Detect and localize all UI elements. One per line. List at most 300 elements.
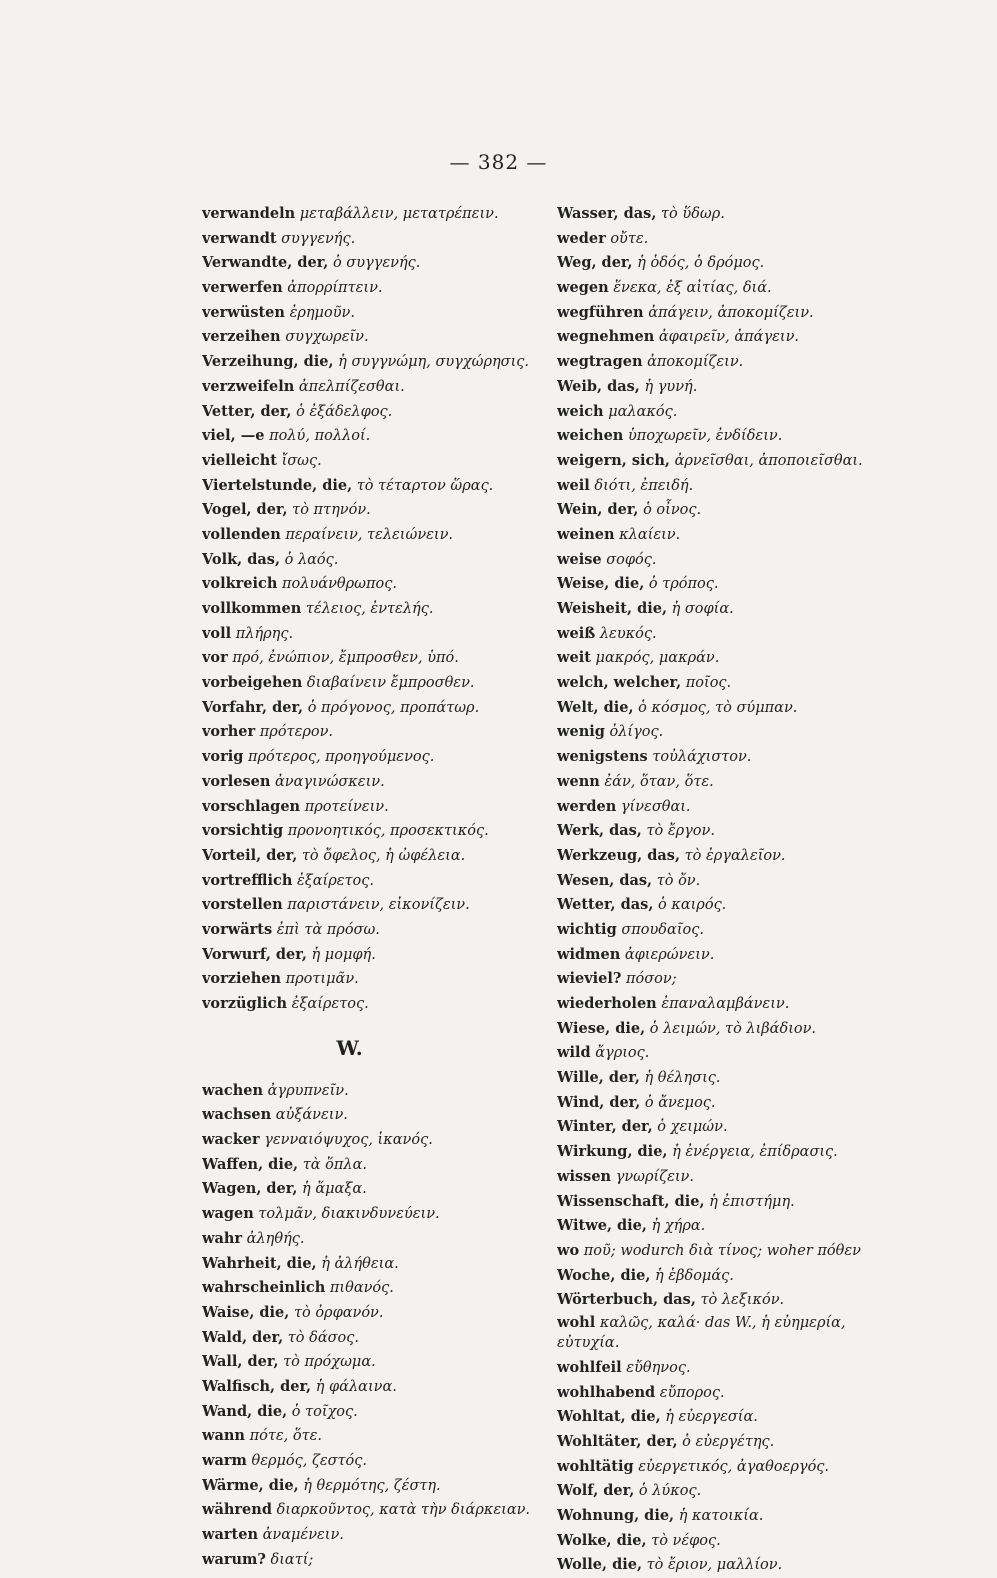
dictionary-entry	[202, 202, 547, 227]
german-headword: weit	[557, 649, 591, 667]
dictionary-entry	[557, 696, 902, 721]
german-headword: vorstellen	[202, 896, 283, 914]
greek-translation: τὸ ὀρφανόν.	[293, 1304, 384, 1321]
greek-translation: ἡ φάλαινα.	[315, 1378, 397, 1395]
greek-translation: πιθανός.	[329, 1280, 394, 1297]
german-headword: Volk, das,	[202, 550, 280, 568]
dictionary-entry	[202, 943, 547, 968]
dictionary-entry	[557, 1017, 902, 1042]
german-headword: Werk, das,	[557, 822, 642, 840]
dictionary-entry	[557, 424, 902, 449]
german-headword: weinen	[557, 525, 615, 543]
greek-translation: ὁ κόσμος, τὸ σύμπαν.	[638, 699, 798, 716]
german-headword: wahrscheinlich	[202, 1279, 326, 1297]
dictionary-entry	[202, 893, 547, 918]
dictionary-entry	[557, 1356, 902, 1381]
greek-translation: ποῦ; wodurch διὰ τίνος; woher πόθεν	[583, 1242, 861, 1259]
german-headword: wachen	[202, 1081, 264, 1099]
greek-translation: τὸ ὄφελος, ἡ ὠφέλεια.	[301, 847, 466, 864]
greek-translation: ἀφαιρεῖν, ἀπάγειν.	[658, 329, 800, 346]
dictionary-entry	[557, 1288, 902, 1313]
dictionary-entry	[202, 1079, 547, 1104]
german-headword: vorsichtig	[202, 822, 284, 840]
german-headword: vorbeigehen	[202, 674, 303, 692]
german-headword: wachsen	[202, 1106, 272, 1124]
greek-translation: διότι, ἐπειδή.	[594, 477, 694, 494]
greek-translation: τὸ ἔργον.	[646, 823, 715, 840]
dictionary-entry	[557, 1041, 902, 1066]
greek-translation: παριστάνειν, εἰκονίζειν.	[287, 897, 470, 914]
german-headword: Wörterbuch, das,	[557, 1291, 696, 1309]
german-headword: welch, welcher,	[557, 674, 682, 692]
german-headword: wenn	[557, 772, 600, 790]
dictionary-entry	[202, 622, 547, 647]
german-headword: Vorwurf, der,	[202, 945, 307, 963]
greek-translation: πρότερος, προηγούμενος.	[248, 749, 435, 766]
greek-translation: ὀλίγος.	[609, 724, 664, 741]
dictionary-entry	[557, 918, 902, 943]
dictionary-entry	[202, 992, 547, 1017]
greek-translation: γενναιόψυχος, ἱκανός.	[264, 1132, 433, 1149]
greek-translation: ἡ συγγνώμη, συγχώρησις.	[338, 354, 529, 371]
german-headword: Wand, die,	[202, 1402, 288, 1420]
greek-translation: ἡ ἀλήθεια.	[321, 1255, 399, 1272]
german-headword: weder	[557, 229, 606, 247]
german-headword: vorwärts	[202, 920, 273, 938]
german-headword: Wolke, die,	[557, 1531, 647, 1549]
german-headword: wohl	[557, 1313, 596, 1331]
dictionary-entry	[557, 671, 902, 696]
greek-translation: συγχωρεῖν.	[285, 329, 369, 346]
dictionary-entry	[557, 1115, 902, 1140]
greek-translation: μεταβάλλειν, μετατρέπειν.	[299, 206, 499, 222]
german-headword: vor	[202, 649, 228, 667]
greek-translation: τὸ ὕδωρ.	[661, 206, 725, 222]
german-headword: Wasser, das,	[557, 205, 657, 222]
german-headword: Wesen, das,	[557, 871, 653, 889]
dictionary-entry	[557, 770, 902, 795]
dictionary-entry	[202, 1375, 547, 1400]
dictionary-entry	[557, 1140, 902, 1165]
german-headword: Wirkung, die,	[557, 1143, 668, 1161]
greek-translation: πόσον;	[626, 971, 677, 988]
greek-translation: τὸ πρόχωμα.	[283, 1354, 376, 1371]
greek-translation: ποῖος.	[685, 675, 732, 692]
greek-translation: καλῶς, καλά· das W., ἡ εὐημερία, εὐτυχία.	[557, 1314, 846, 1351]
dictionary-entry	[202, 1202, 547, 1227]
dictionary-entry	[202, 523, 547, 548]
german-headword: Wolle, die,	[557, 1556, 643, 1574]
german-headword: volkreich	[202, 575, 278, 593]
german-headword: wieviel?	[557, 970, 622, 988]
dictionary-entry	[557, 523, 902, 548]
german-headword: weigern, sich,	[557, 451, 670, 469]
greek-translation: γίνεσθαι.	[620, 798, 691, 815]
dictionary-entry	[557, 1165, 902, 1190]
greek-translation: ἡ σοφία.	[671, 601, 734, 617]
dictionary-entry	[202, 548, 547, 573]
dictionary-entry	[557, 597, 902, 622]
dictionary-entry	[202, 400, 547, 425]
greek-translation: ἐάν, ὅταν, ὅτε.	[604, 773, 714, 790]
dictionary-entry	[202, 1301, 547, 1326]
greek-translation: ἡ μομφή.	[311, 946, 376, 963]
dictionary-entry	[202, 745, 547, 770]
dictionary-entry	[202, 918, 547, 943]
german-headword: Walfisch, der,	[202, 1377, 312, 1395]
greek-translation: ἀναγινώσκειν.	[275, 773, 385, 790]
dictionary-entry	[202, 301, 547, 326]
german-headword: wagen	[202, 1205, 254, 1223]
german-headword: wahr	[202, 1229, 243, 1247]
greek-translation: τὸ λεξικόν.	[700, 1292, 785, 1309]
german-headword: Wahrheit, die,	[202, 1254, 317, 1272]
dictionary-entry	[202, 1128, 547, 1153]
german-headword: wissen	[557, 1167, 612, 1185]
german-headword: vielleicht	[202, 451, 277, 469]
dictionary-entry	[557, 1504, 902, 1529]
dictionary-entry	[202, 671, 547, 696]
dictionary-entry	[557, 498, 902, 523]
dictionary-entry	[557, 1066, 902, 1091]
greek-translation: ἕνεκα, ἐξ αἰτίας, διά.	[613, 280, 772, 297]
greek-translation: ὁ ἐξάδελφος.	[296, 403, 393, 420]
german-headword: Waise, die,	[202, 1303, 290, 1321]
greek-translation: σοφός.	[606, 551, 657, 568]
greek-translation: ἀρνεῖσθαι, ἀποποιεῖσθαι.	[674, 452, 863, 469]
german-headword: Wärme, die,	[202, 1476, 299, 1494]
greek-translation: ἀναμένειν.	[262, 1527, 344, 1544]
entry-list-w-left	[202, 1079, 547, 1573]
dictionary-entry	[557, 449, 902, 474]
german-headword: wiederholen	[557, 995, 657, 1012]
dictionary-entry	[557, 202, 902, 227]
dictionary-entry	[557, 1239, 902, 1264]
dictionary-entry	[557, 375, 902, 400]
dictionary-entry	[557, 325, 902, 350]
german-headword: voll	[202, 624, 232, 642]
greek-translation: τὸ ὄν.	[656, 872, 701, 889]
greek-translation: γνωρίζειν.	[615, 1168, 694, 1185]
greek-translation: ἡ ἑβδομάς.	[655, 1267, 734, 1284]
greek-translation: πολυάνθρωπος.	[282, 576, 397, 593]
dictionary-entry	[202, 498, 547, 523]
dictionary-entry	[202, 1523, 547, 1548]
greek-translation: διαρκοῦντος, κατὰ τὴν διάρκειαν.	[276, 1502, 531, 1519]
dictionary-entry	[557, 1190, 902, 1215]
dictionary-entry	[202, 967, 547, 992]
german-headword: vorschlagen	[202, 797, 301, 815]
left-column	[202, 202, 547, 1572]
greek-translation: οὔτε.	[610, 230, 649, 247]
greek-translation: ἡ ἅμαξα.	[302, 1181, 367, 1198]
german-headword: widmen	[557, 945, 621, 963]
german-headword: verzweifeln	[202, 377, 295, 395]
dictionary-entry	[202, 1350, 547, 1375]
dictionary-entry	[557, 1264, 902, 1289]
german-headword: Weg, der,	[557, 254, 633, 272]
german-headword: Wald, der,	[202, 1328, 284, 1346]
german-headword: wegnehmen	[557, 328, 655, 346]
dictionary-entry	[557, 819, 902, 844]
greek-translation: ὁ οἶνος.	[643, 502, 702, 519]
dictionary-entry	[557, 646, 902, 671]
dictionary-entry	[202, 1252, 547, 1277]
german-headword: Vogel, der,	[202, 501, 288, 519]
german-headword: vorzüglich	[202, 995, 288, 1012]
greek-translation: ἡ χήρα.	[651, 1218, 706, 1235]
greek-translation: ὁ συγγενής.	[332, 255, 421, 272]
greek-translation: ἐξαίρετος.	[291, 996, 369, 1012]
dictionary-entry	[202, 1449, 547, 1474]
dictionary-entry	[202, 1103, 547, 1128]
dictionary-entry	[202, 819, 547, 844]
greek-translation: πρό, ἐνώπιον, ἔμπροσθεν, ὑπό.	[232, 650, 459, 667]
greek-translation: ὁ εὐεργέτης.	[682, 1434, 775, 1450]
greek-translation: πρότερον.	[259, 724, 334, 741]
german-headword: verwüsten	[202, 303, 285, 321]
german-headword: weil	[557, 476, 590, 494]
dictionary-entry	[202, 795, 547, 820]
german-headword: vorlesen	[202, 772, 271, 790]
greek-translation: ὁ λύκος.	[638, 1483, 702, 1500]
dictionary-entry	[557, 869, 902, 894]
dictionary-entry	[557, 1313, 902, 1356]
german-headword: Woche, die,	[557, 1266, 651, 1284]
dictionary-entry	[557, 893, 902, 918]
german-headword: verwandt	[202, 229, 277, 247]
german-headword: Wohltat, die,	[557, 1408, 661, 1426]
dictionary-entry	[202, 770, 547, 795]
german-headword: wann	[202, 1427, 245, 1445]
greek-translation: ἀπάγειν, ἀποκομίζειν.	[648, 304, 814, 321]
dictionary-entry	[557, 1381, 902, 1406]
german-headword: Viertelstunde, die,	[202, 476, 353, 494]
greek-translation: τολμᾶν, διακινδυνεύειν.	[258, 1206, 440, 1223]
german-headword: Verzeihung, die,	[202, 353, 334, 371]
german-headword: wohlfeil	[557, 1358, 622, 1376]
dictionary-entry	[557, 227, 902, 252]
german-headword: vollenden	[202, 525, 281, 543]
german-headword: Wall, der,	[202, 1353, 279, 1371]
german-headword: weiß	[557, 624, 596, 642]
german-headword: Wille, der,	[557, 1069, 640, 1087]
entry-list-v	[202, 202, 547, 1017]
dictionary-entry	[557, 1091, 902, 1116]
german-headword: verzeihen	[202, 328, 281, 346]
german-headword: Wolf, der,	[557, 1482, 635, 1500]
german-headword: wild	[557, 1044, 591, 1062]
german-headword: warum?	[202, 1550, 266, 1568]
greek-translation: ὁ τρόπος.	[648, 576, 719, 593]
dictionary-entry	[202, 227, 547, 252]
greek-translation: εὔπορος.	[659, 1384, 725, 1401]
greek-translation: προνοητικός, προσεκτικός.	[287, 823, 489, 840]
dictionary-entry	[202, 1177, 547, 1202]
dictionary-entry	[557, 745, 902, 770]
german-headword: Wein, der,	[557, 501, 639, 519]
greek-translation: προτείνειν.	[304, 798, 389, 815]
dictionary-entry	[557, 400, 902, 425]
german-headword: vortrefflich	[202, 871, 293, 889]
dictionary-entry	[202, 1153, 547, 1178]
greek-translation: διατί;	[270, 1551, 314, 1568]
dictionary-entry	[557, 844, 902, 869]
section-letter: W.	[336, 1035, 363, 1060]
dictionary-entry	[202, 325, 547, 350]
dictionary-entry	[202, 572, 547, 597]
greek-translation: ὑποχωρεῖν, ἐνδίδειν.	[627, 428, 783, 445]
german-headword: wenig	[557, 723, 605, 741]
greek-translation: εὐεργετικός, ἀγαθοεργός.	[638, 1458, 830, 1475]
dictionary-entry	[557, 251, 902, 276]
german-headword: wohlhabend	[557, 1383, 656, 1401]
greek-translation: τὸ νέφος.	[651, 1532, 721, 1549]
german-headword: Wohltäter, der,	[557, 1433, 678, 1450]
german-headword: Waffen, die,	[202, 1155, 299, 1173]
greek-translation: συγγενής.	[281, 230, 356, 247]
dictionary-entry	[557, 720, 902, 745]
greek-translation: ὁ λειμών, τὸ λιβάδιον.	[649, 1020, 817, 1037]
german-headword: Witwe, die,	[557, 1217, 647, 1235]
dictionary-entry	[202, 1227, 547, 1252]
dictionary-entry	[557, 1405, 902, 1430]
greek-translation: ἀπελπίζεσθαι.	[298, 378, 405, 395]
dictionary-entry	[557, 276, 902, 301]
german-headword: weichen	[557, 427, 624, 445]
german-headword: vollkommen	[202, 600, 302, 617]
greek-translation: αὐξάνειν.	[275, 1107, 348, 1124]
greek-translation: τὸ δάσος.	[287, 1329, 360, 1346]
german-headword: Weib, das,	[557, 377, 640, 395]
greek-translation: κλαίειν.	[619, 526, 681, 543]
greek-translation: ἄγριος.	[595, 1045, 650, 1062]
greek-translation: ἡ ὁδός, ὁ δρόμος.	[637, 255, 765, 272]
greek-translation: ἡ θερμότης, ζέστη.	[303, 1477, 441, 1494]
german-headword: viel, —e	[202, 427, 265, 445]
greek-translation: ἡ ἐπιστήμη.	[709, 1193, 795, 1210]
german-headword: wo	[557, 1241, 580, 1259]
greek-translation: ὁ πρόγονος, προπάτωρ.	[307, 699, 480, 716]
dictionary-entry	[557, 1430, 902, 1455]
german-headword: verwerfen	[202, 279, 283, 297]
greek-translation: ἀπορρίπτειν.	[287, 280, 383, 297]
german-headword: wohltätig	[557, 1457, 634, 1475]
right-column	[557, 202, 902, 1578]
german-headword: Wiese, die,	[557, 1019, 646, 1037]
greek-translation: λευκός.	[599, 625, 657, 642]
dictionary-entry	[202, 869, 547, 894]
greek-translation: ἐπαναλαμβάνειν.	[661, 996, 790, 1012]
greek-translation: τὸ πτηνόν.	[292, 502, 371, 519]
dictionary-entry	[202, 251, 547, 276]
greek-translation: εὔθηνος.	[626, 1359, 691, 1376]
greek-translation: θερμός, ζεστός.	[251, 1453, 368, 1469]
greek-translation: πολύ, πολλοί.	[269, 428, 371, 445]
dictionary-entry	[202, 350, 547, 375]
dictionary-entry	[202, 474, 547, 499]
greek-translation: πλήρης.	[235, 625, 294, 642]
german-headword: weich	[557, 402, 604, 420]
greek-translation: ἀποκομίζειν.	[647, 354, 744, 371]
dictionary-entry	[557, 1553, 902, 1578]
german-headword: Wagen, der,	[202, 1180, 298, 1198]
dictionary-entry	[557, 301, 902, 326]
dictionary-entry	[202, 449, 547, 474]
greek-translation: ἡ εὐεργεσία.	[665, 1409, 758, 1426]
dictionary-entry	[557, 943, 902, 968]
dictionary-entry	[202, 844, 547, 869]
german-headword: werden	[557, 797, 617, 815]
german-headword: vorher	[202, 723, 256, 741]
dictionary-entry	[557, 350, 902, 375]
german-headword: Weisheit, die,	[557, 600, 667, 617]
german-headword: Weise, die,	[557, 575, 645, 593]
german-headword: Vorfahr, der,	[202, 698, 304, 716]
dictionary-entry	[202, 276, 547, 301]
german-headword: Wissenschaft, die,	[557, 1192, 705, 1210]
dictionary-entry	[557, 1479, 902, 1504]
greek-translation: τὸ ἐργαλεῖον.	[684, 847, 786, 864]
greek-translation: ἀληθής.	[246, 1230, 305, 1247]
dictionary-entry	[202, 646, 547, 671]
greek-translation: μακρός, μακράν.	[595, 650, 720, 667]
dictionary-entry	[557, 795, 902, 820]
greek-translation: ἐρημοῦν.	[289, 304, 355, 321]
greek-translation: ἀγρυπνεῖν.	[267, 1082, 349, 1099]
greek-translation: διαβαίνειν ἔμπροσθεν.	[306, 675, 475, 692]
greek-translation: τὰ ὅπλα.	[302, 1156, 367, 1173]
greek-translation: ὁ καιρός.	[657, 897, 727, 914]
dictionary-entry	[202, 1548, 547, 1573]
german-headword: Winter, der,	[557, 1118, 653, 1136]
dictionary-entry	[202, 1474, 547, 1499]
german-headword: wegen	[557, 279, 609, 297]
dictionary-entry	[557, 572, 902, 597]
greek-translation: ἐξαίρετος.	[296, 872, 375, 889]
german-headword: Vorteil, der,	[202, 846, 298, 864]
german-headword: wegführen	[557, 303, 644, 321]
dictionary-entry	[202, 1400, 547, 1425]
dictionary-entry	[202, 1498, 547, 1523]
german-headword: wenigstens	[557, 748, 648, 766]
greek-translation: τὸ τέταρτον ὥρας.	[356, 477, 494, 494]
german-headword: warm	[202, 1452, 247, 1469]
german-headword: Wetter, das,	[557, 896, 654, 914]
greek-translation: ἡ κατοικία.	[678, 1508, 764, 1525]
dictionary-entry	[202, 375, 547, 400]
dictionary-entry	[557, 1529, 902, 1554]
german-headword: Welt, die,	[557, 698, 634, 716]
greek-translation: τοὐλάχιστον.	[652, 749, 752, 766]
dictionary-entry	[202, 1424, 547, 1449]
greek-translation: ἐπὶ τὰ πρόσω.	[276, 921, 380, 938]
greek-translation: ἀφιερώνειν.	[624, 946, 715, 963]
dictionary-entry	[202, 1326, 547, 1351]
greek-translation: πότε, ὅτε.	[249, 1428, 323, 1445]
greek-translation: ἡ ἐνέργεια, ἐπίδρασις.	[672, 1144, 838, 1161]
dictionary-entry	[202, 597, 547, 622]
dictionary-entry	[557, 548, 902, 573]
german-headword: verwandeln	[202, 205, 296, 222]
dictionary-entry	[202, 1276, 547, 1301]
dictionary-entry	[557, 474, 902, 499]
dictionary-entry	[202, 720, 547, 745]
dictionary-entry	[557, 967, 902, 992]
german-headword: weise	[557, 550, 602, 568]
german-headword: warten	[202, 1526, 258, 1544]
dictionary-entry	[202, 424, 547, 449]
